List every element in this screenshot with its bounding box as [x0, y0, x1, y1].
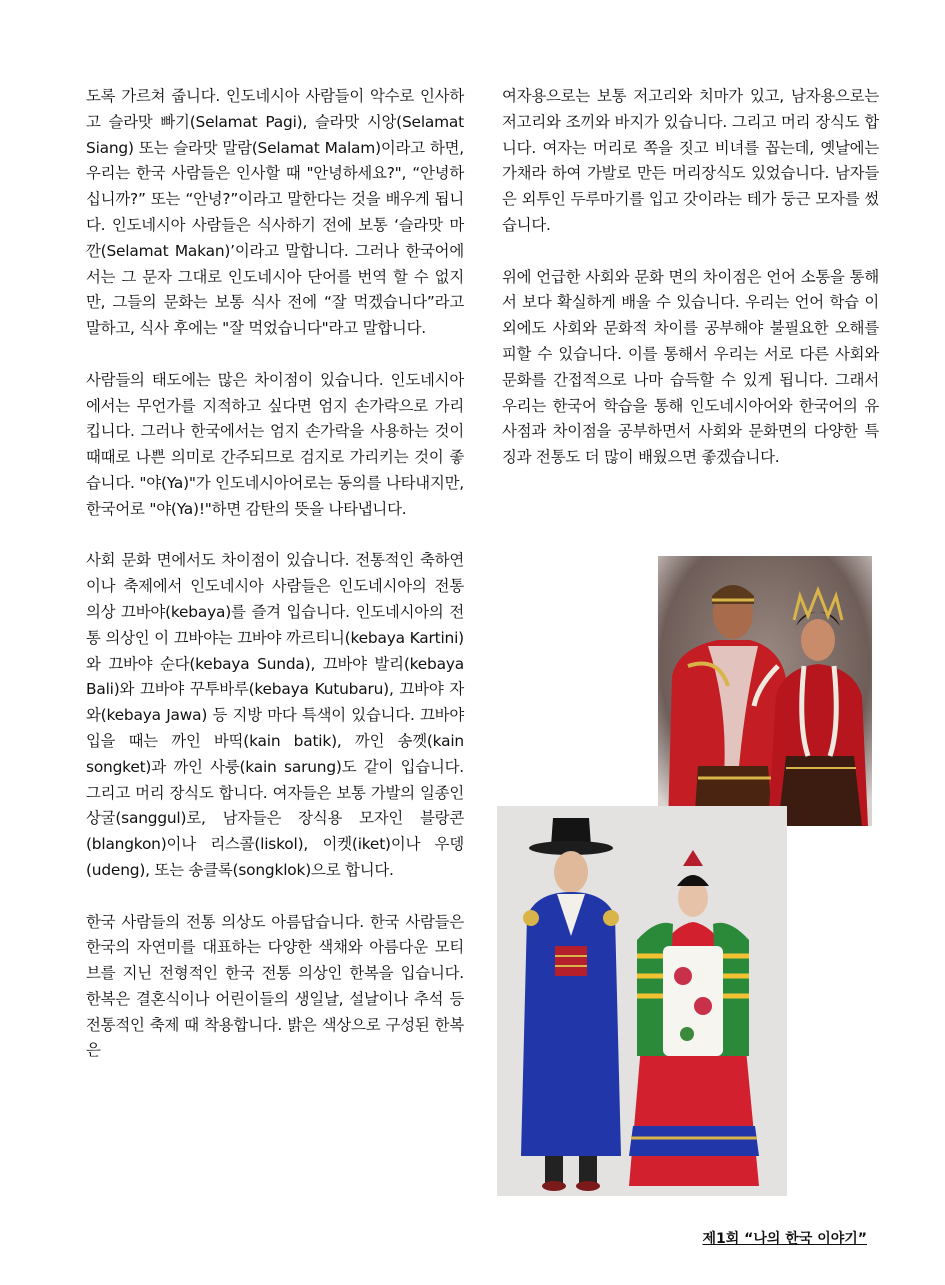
paragraph-conclusion: 위에 언급한 사회와 문화 면의 차이점은 언어 소통을 통해서 보다 확실하게 배울 수 있습니다. 우리는 언어 학습 이외에도 사회와 문화적 차이를 공부해야 불필요한 오해를 피할 수 있습니다. 이를 통해서 우리는 서로 다른 사회와 문화를 간접적으로 나마 습득할 수 있게 됩니다. 그래서 우리는 한국어 학습을 통해 인도네시아어와 한국어의 유사점과 차이점을 공부하면서 사회와 문화면의 다양한 특징과 전통도 더 많이 배웠으면 좋겠습니다. [502, 267, 879, 467]
right-column [502, 84, 879, 497]
footer-event-label: 제1회 “나의 한국 이야기” [702, 1231, 867, 1247]
paragraph-greetings: 도록 가르쳐 줍니다. 인도네시아 사람들이 악수로 인사하고 슬라맛 빠기(Selamat Pagi), 슬라맛 시앙(Selamat Siang) 또는 슬라맛 말람(Selamat Malam)이라고 하면, 우리는 한국 사람들은 인사할 때 "안녕하세요?", “안녕하십니까?” 또는 “안녕?”이라고 말한다는 것을 배우게 됩니다. 인도네시아 사람들은 식사하기 전에 보통 ‘슬라맛 마깐(Selamat Makan)’이라고 말합니다. 그러나 한국어에서는 그 문자 그대로 인도네시아 단어를 번역 할 수 없지만, 그들의 문화는 보통 식사 전에 “잘 먹겠습니다”라고 말하고, 식사 후에는 "잘 먹었습니다"라고 말합니다. [86, 87, 464, 338]
paragraph-kebaya: 사회 문화 면에서도 차이점이 있습니다. 전통적인 축하연이나 축제에서 인도네시아 사람들은 인도네시아의 전통 의상 끄바야(kebaya)를 즐겨 입습니다. 인도네시아의 전통 의상인 이 끄바야는 끄바야 까르티니(kebaya Kartini)와 끄바야 순다(kebaya Sunda), 끄바야 발리(kebaya Bali)와 끄바야 꾸투바루(kebaya Kutubaru), 끄바야 자와(kebaya Jawa) 등 지방 마다 특색이 있습니다. 끄바야 입을 때는 까인 바띡(kain batik), 까인 송껫(kain songket)과 까인 사룽(kain sarung)도 같이 입습니다. 그리고 머리 장식도 합니다. 여자들은 보통 가발의 일종인 상굴(sanggul)로, 남자들은 장식용 모자인 블랑콘(blangkon)이나 리스콜(liskol), 이켓(iket)이나 우뎅(udeng), 또는 송클록(songklok)으로 합니다. [86, 551, 464, 879]
indonesian-couple-photo [658, 556, 872, 826]
paragraph-hanbok-continued: 여자용으로는 보통 저고리와 치마가 있고, 남자용으로는 저고리와 조끼와 바지가 있습니다. 그리고 머리 장식도 합니다. 여자는 머리로 쪽을 짓고 비녀를 꼽는데, 옛날에는 가채라 하여 가발로 만든 머리장식도 있었습니다. 남자들은 외투인 두루마기를 입고 갓이라는 테가 둥근 모자를 썼습니다. [502, 87, 879, 234]
paragraph-attitudes: 사람들의 태도에는 많은 차이점이 있습니다. 인도네시아에서는 무언가를 지적하고 싶다면 엄지 손가락으로 가리킵니다. 그러나 한국에서는 엄지 손가락을 사용하는 것이 때때로 나쁜 의미로 간주되므로 검지로 가리키는 것이 좋습니다. "야(Ya)"가 인도네시아어로는 동의를 나타내지만, 한국어로 "야(Ya)!"하면 감탄의 뜻을 나타냅니다. [86, 370, 464, 518]
left-column [86, 84, 464, 1090]
paragraph-hanbok: 한국 사람들의 전통 의상도 아름답습니다. 한국 사람들은 한국의 자연미를 대표하는 다양한 색채와 아름다운 모티브를 지닌 전형적인 한국 전통 의상인 한복을 입습니다. 한복은 결혼식이나 어린이들의 생일날, 설날이나 추석 등 전통적인 축제 때 착용합니다. 밝은 색상으로 구성된 한복은 [86, 912, 464, 1060]
korean-couple-photo [497, 806, 787, 1196]
